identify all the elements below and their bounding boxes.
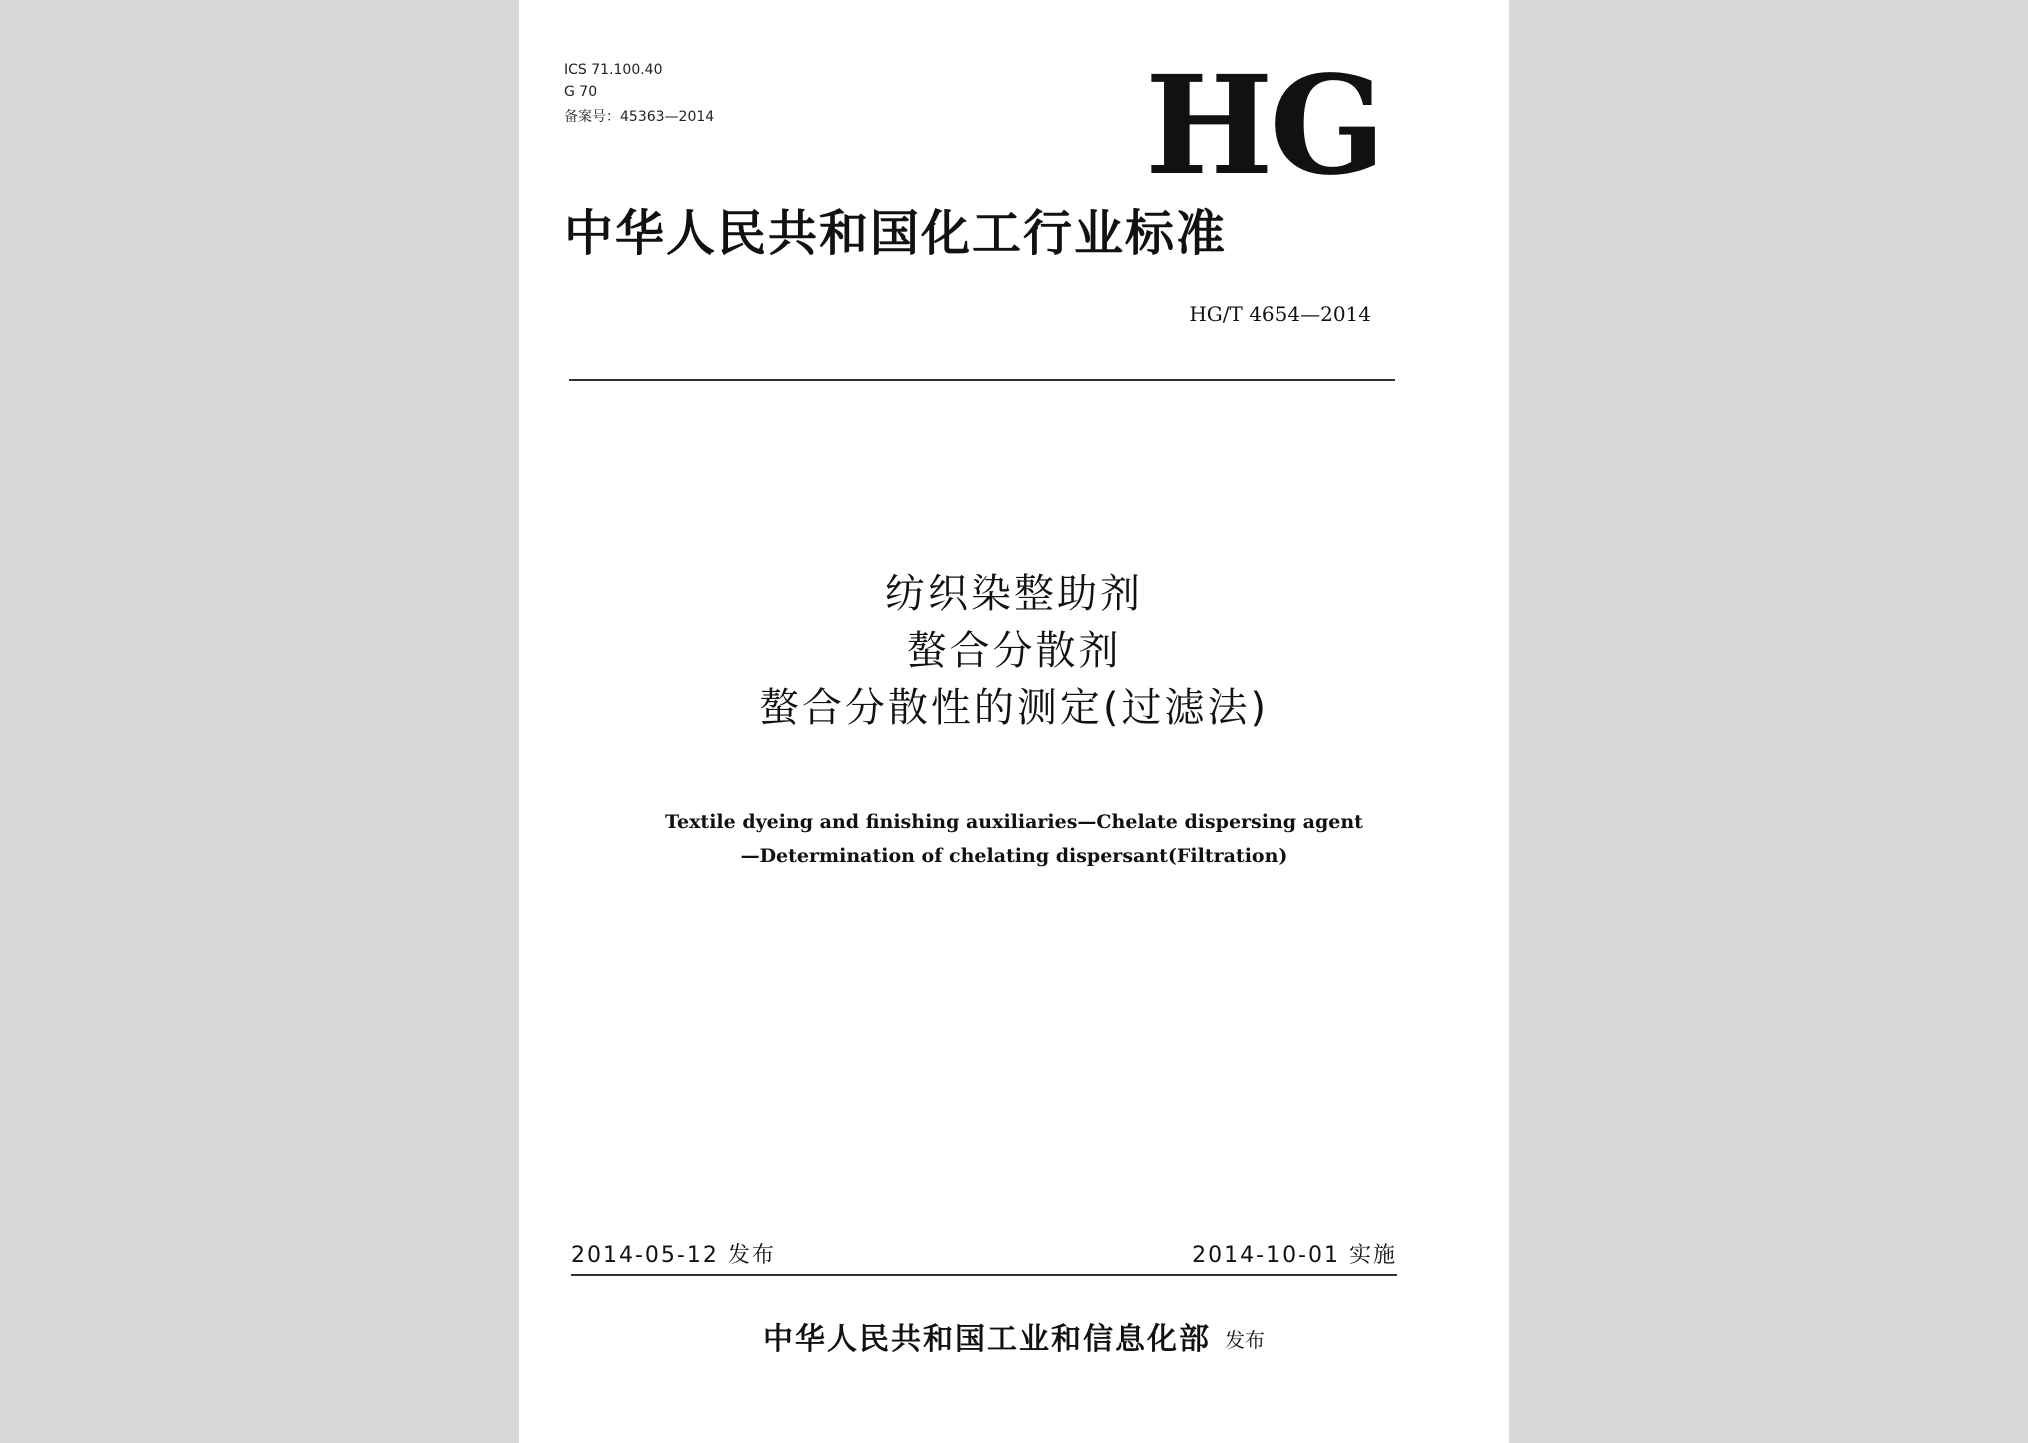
standard-cover-page [519,0,1509,1443]
publisher-organization: 中华人民共和国工业和信息化部 [763,1322,1211,1357]
top-divider [569,379,1395,381]
record-number: 备案号：45363—2014 [564,109,715,125]
publisher-action: 发布 [1225,1328,1265,1352]
ics-code: ICS 71.100.40 [564,62,663,78]
zh-title-line-3: 螯合分散性的测定(过滤法) [758,685,1270,731]
hg-logo: HG [1145,46,1382,206]
en-title-line-2: —Determination of chelating dispersant(Filtration) [740,845,1288,867]
standard-category-title: 中华人民共和国化工行业标准 [564,205,1228,262]
publisher-line [519,1321,1509,1359]
issue-date: 2014-05-12 发布 [571,1243,776,1268]
implementation-date: 2014-10-01 实施 [1192,1243,1397,1268]
zh-title-line-1: 纺织染整助剂 [885,571,1143,617]
zh-title-line-2: 螯合分散剂 [906,628,1122,674]
bottom-divider [571,1274,1397,1276]
en-title-line-1: Textile dyeing and finishing auxiliaries—Chelate dispersing agent [665,811,1363,833]
standard-number: HG/T 4654—2014 [1189,302,1371,326]
classification-code: G 70 [564,84,598,100]
